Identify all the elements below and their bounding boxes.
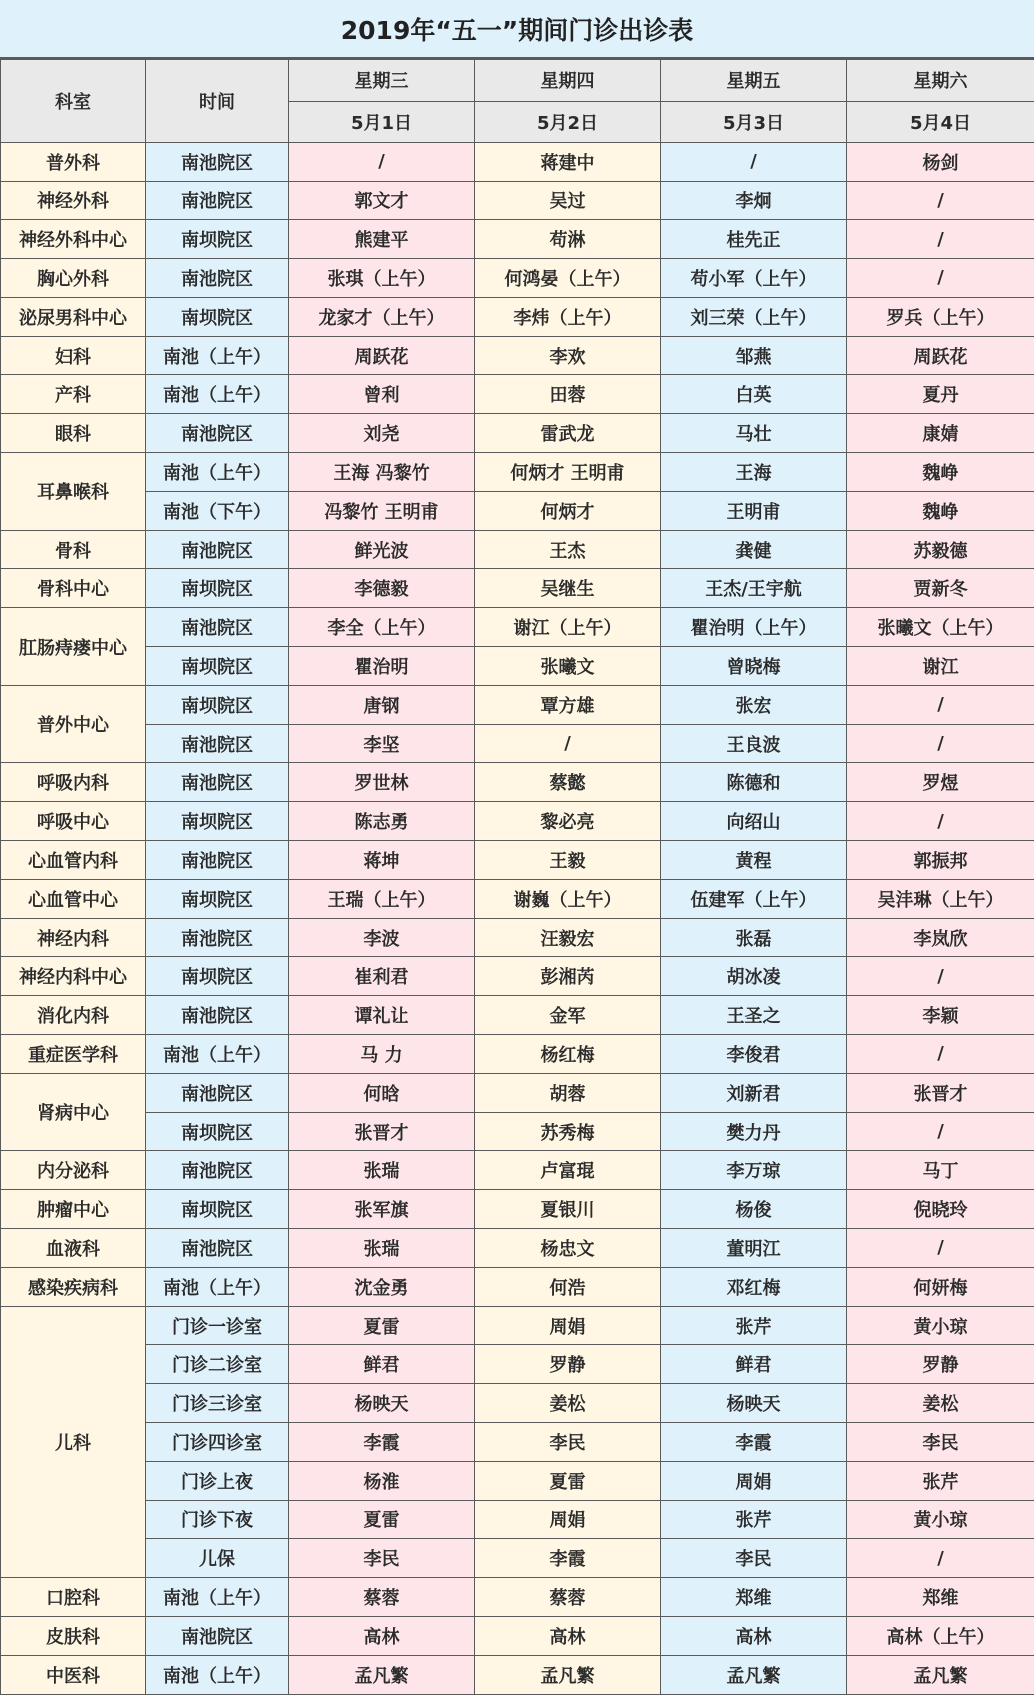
time-cell: 南池院区 [146,142,289,181]
doctor-cell: 黄程 [661,841,847,880]
doctor-cell: 高林 [289,1616,475,1655]
doctor-cell: 谢江（上午） [475,608,661,647]
doctor-cell: 曾利 [289,375,475,414]
doctor-cell: 邓红梅 [661,1267,847,1306]
doctor-cell: 夏银川 [475,1190,661,1229]
time-cell: 南坝院区 [146,647,289,686]
doctor-cell: 李炜（上午） [475,297,661,336]
table-row [1,996,1034,1035]
time-cell: 南池院区 [146,1151,289,1190]
dept-cell: 皮肤科 [1,1616,146,1655]
doctor-cell: 鲜光波 [289,530,475,569]
dept-cell: 肾病中心 [1,1073,146,1151]
time-cell: 南坝院区 [146,220,289,259]
table-row [1,491,1034,530]
table-row [1,1190,1034,1229]
doctor-cell: 唐钢 [289,685,475,724]
table-row [1,1655,1034,1694]
dept-cell: 呼吸中心 [1,802,146,841]
time-cell: 南池院区 [146,1073,289,1112]
dept-cell: 呼吸内科 [1,763,146,802]
doctor-cell: 刘三荣（上午） [661,297,847,336]
table-row [1,1112,1034,1151]
doctor-cell: 张曦文 [475,647,661,686]
doctor-cell: 魏峥 [847,491,1034,530]
doctor-cell: 王毅 [475,841,661,880]
doctor-cell: 李德毅 [289,569,475,608]
header-weekday: 星期六 [847,60,1034,102]
table-row [1,724,1034,763]
doctor-cell: 杨淮 [289,1461,475,1500]
doctor-cell: 王杰/王宇航 [661,569,847,608]
doctor-cell: 苏秀梅 [475,1112,661,1151]
doctor-cell: 田蓉 [475,375,661,414]
table-row [1,259,1034,298]
doctor-cell: / [847,1112,1034,1151]
doctor-cell: 张晋才 [847,1073,1034,1112]
doctor-cell: / [847,957,1034,996]
table-row [1,685,1034,724]
doctor-cell: / [847,685,1034,724]
doctor-cell: 罗静 [475,1345,661,1384]
doctor-cell: 孟凡繁 [289,1655,475,1694]
table-row [1,1539,1034,1578]
doctor-cell: 贾新冬 [847,569,1034,608]
doctor-cell: 刘新君 [661,1073,847,1112]
doctor-cell: / [289,142,475,181]
time-cell: 南池（上午） [146,1035,289,1074]
doctor-cell: 魏峥 [847,453,1034,492]
time-cell: 南坝院区 [146,1112,289,1151]
doctor-cell: 何妍梅 [847,1267,1034,1306]
table-row [1,414,1034,453]
table-row [1,220,1034,259]
dept-cell: 神经外科中心 [1,220,146,259]
doctor-cell: 李岚欣 [847,918,1034,957]
doctor-cell: 何鸿晏（上午） [475,259,661,298]
table-row [1,1578,1034,1617]
time-cell: 南池院区 [146,181,289,220]
doctor-cell: 李霞 [289,1423,475,1462]
doctor-cell: 蒋坤 [289,841,475,880]
dept-cell: 产科 [1,375,146,414]
doctor-cell: 李波 [289,918,475,957]
table-row [1,1500,1034,1539]
dept-cell: 重症医学科 [1,1035,146,1074]
doctor-cell: 杨俊 [661,1190,847,1229]
dept-cell: 妇科 [1,336,146,375]
doctor-cell: / [847,259,1034,298]
doctor-cell: 杨映天 [661,1384,847,1423]
dept-cell: 消化内科 [1,996,146,1035]
doctor-cell: 白英 [661,375,847,414]
dept-cell: 骨科中心 [1,569,146,608]
doctor-cell: 王明甫 [661,491,847,530]
doctor-cell: / [847,1035,1034,1074]
doctor-cell: 李民 [661,1539,847,1578]
doctor-cell: 郑维 [661,1578,847,1617]
doctor-cell: 何晗 [289,1073,475,1112]
doctor-cell: / [847,1229,1034,1268]
table-row [1,1345,1034,1384]
time-cell: 南池（上午） [146,336,289,375]
doctor-cell: 周娟 [475,1500,661,1539]
doctor-cell: 蔡懿 [475,763,661,802]
doctor-cell: / [847,1539,1034,1578]
header-weekday: 星期四 [475,60,661,102]
time-cell: 南池院区 [146,414,289,453]
table-row [1,957,1034,996]
table-row [1,1461,1034,1500]
doctor-cell: 罗煜 [847,763,1034,802]
doctor-cell: 王杰 [475,530,661,569]
time-cell: 儿保 [146,1539,289,1578]
header-date: 5月1日 [289,101,475,142]
dept-cell: 心血管内科 [1,841,146,880]
doctor-cell: 邹燕 [661,336,847,375]
doctor-cell: 高林 [661,1616,847,1655]
doctor-cell: 杨映天 [289,1384,475,1423]
time-cell: 南池院区 [146,763,289,802]
time-cell: 南池院区 [146,918,289,957]
dept-cell: 肛肠痔瘘中心 [1,608,146,686]
doctor-cell: 孟凡繁 [847,1655,1034,1694]
doctor-cell: / [847,220,1034,259]
doctor-cell: 郭文才 [289,181,475,220]
doctor-cell: 康婧 [847,414,1034,453]
doctor-cell: 高林（上午） [847,1616,1034,1655]
doctor-cell: 桂先正 [661,220,847,259]
doctor-cell: 姜松 [847,1384,1034,1423]
doctor-cell: 杨忠文 [475,1229,661,1268]
doctor-cell: / [847,802,1034,841]
doctor-cell: 刘尧 [289,414,475,453]
doctor-cell: 彭湘芮 [475,957,661,996]
doctor-cell: 何浩 [475,1267,661,1306]
time-cell: 南池院区 [146,608,289,647]
doctor-cell: 夏雷 [475,1461,661,1500]
doctor-cell: 李万琼 [661,1151,847,1190]
doctor-cell: 李霞 [661,1423,847,1462]
doctor-cell: 张军旗 [289,1190,475,1229]
doctor-cell: 鲜君 [661,1345,847,1384]
doctor-cell: 崔利君 [289,957,475,996]
doctor-cell: 夏雷 [289,1306,475,1345]
table-row [1,375,1034,414]
doctor-cell: 李民 [847,1423,1034,1462]
header-weekday: 星期三 [289,60,475,102]
doctor-cell: 苟小军（上午） [661,259,847,298]
dept-cell: 心血管中心 [1,879,146,918]
table-row [1,297,1034,336]
time-cell: 南坝院区 [146,685,289,724]
doctor-cell: / [661,142,847,181]
dept-cell: 口腔科 [1,1578,146,1617]
doctor-cell: 瞿治明 [289,647,475,686]
table-row [1,1384,1034,1423]
header-row-weekday [1,60,1034,102]
doctor-cell: 张磊 [661,918,847,957]
doctor-cell: 谢江 [847,647,1034,686]
time-cell: 南坝院区 [146,879,289,918]
time-cell: 门诊二诊室 [146,1345,289,1384]
table-row [1,1616,1034,1655]
doctor-cell: 蔡蓉 [475,1578,661,1617]
doctor-cell: / [847,181,1034,220]
doctor-cell: 龙家才（上午） [289,297,475,336]
dept-cell: 血液科 [1,1229,146,1268]
doctor-cell: 陈志勇 [289,802,475,841]
time-cell: 门诊下夜 [146,1500,289,1539]
dept-cell: 内分泌科 [1,1151,146,1190]
table-row [1,142,1034,181]
table-row [1,1035,1034,1074]
doctor-cell: 黄小琼 [847,1306,1034,1345]
table-row [1,569,1034,608]
time-cell: 南池（上午） [146,1267,289,1306]
doctor-cell: 卢富琨 [475,1151,661,1190]
dept-cell: 神经内科 [1,918,146,957]
doctor-cell: 胡蓉 [475,1073,661,1112]
doctor-cell: 黄小琼 [847,1500,1034,1539]
doctor-cell: 金军 [475,996,661,1035]
dept-cell: 胸心外科 [1,259,146,298]
doctor-cell: 胡冰凌 [661,957,847,996]
time-cell: 南坝院区 [146,569,289,608]
doctor-cell: 姜松 [475,1384,661,1423]
time-cell: 门诊一诊室 [146,1306,289,1345]
time-cell: 南坝院区 [146,1190,289,1229]
doctor-cell: 吴过 [475,181,661,220]
time-cell: 南坝院区 [146,297,289,336]
dept-cell: 感染疾病科 [1,1267,146,1306]
doctor-cell: / [475,724,661,763]
table-row [1,453,1034,492]
doctor-cell: 陈德和 [661,763,847,802]
table-row [1,530,1034,569]
doctor-cell: 樊力丹 [661,1112,847,1151]
table-row [1,1267,1034,1306]
dept-cell: 普外科 [1,142,146,181]
table-row [1,763,1034,802]
doctor-cell: 李俊君 [661,1035,847,1074]
doctor-cell: 李民 [475,1423,661,1462]
doctor-cell: 雷武龙 [475,414,661,453]
doctor-cell: 沈金勇 [289,1267,475,1306]
table-row [1,1229,1034,1268]
doctor-cell: 龚健 [661,530,847,569]
doctor-cell: 何炳才 [475,491,661,530]
table-row [1,1073,1034,1112]
time-cell: 门诊三诊室 [146,1384,289,1423]
doctor-cell: 蔡蓉 [289,1578,475,1617]
doctor-cell: 李颖 [847,996,1034,1035]
time-cell: 南池院区 [146,1229,289,1268]
time-cell: 南池（下午） [146,491,289,530]
doctor-cell: 张芹 [661,1306,847,1345]
doctor-cell: 杨剑 [847,142,1034,181]
time-cell: 南池院区 [146,259,289,298]
doctor-cell: 熊建平 [289,220,475,259]
doctor-cell: 张琪（上午） [289,259,475,298]
doctor-cell: 张晋才 [289,1112,475,1151]
doctor-cell: 李民 [289,1539,475,1578]
doctor-cell: 夏丹 [847,375,1034,414]
time-cell: 南池院区 [146,996,289,1035]
dept-cell: 泌尿男科中心 [1,297,146,336]
doctor-cell: 覃方雄 [475,685,661,724]
doctor-cell: 马丁 [847,1151,1034,1190]
doctor-cell: 苟淋 [475,220,661,259]
doctor-cell: 罗静 [847,1345,1034,1384]
doctor-cell: 李炯 [661,181,847,220]
time-cell: 南坝院区 [146,957,289,996]
doctor-cell: 孟凡繁 [661,1655,847,1694]
header-time: 时间 [146,60,289,143]
doctor-cell: 鲜君 [289,1345,475,1384]
doctor-cell: 瞿治明（上午） [661,608,847,647]
doctor-cell: 王瑞（上午） [289,879,475,918]
doctor-cell: 周跃花 [847,336,1034,375]
dept-cell: 中医科 [1,1655,146,1694]
doctor-cell: 张瑞 [289,1151,475,1190]
time-cell: 南池（上午） [146,1578,289,1617]
time-cell: 南池（上午） [146,375,289,414]
time-cell: 南池院区 [146,530,289,569]
table-row [1,1423,1034,1462]
table-row [1,879,1034,918]
time-cell: 南坝院区 [146,802,289,841]
time-cell: 门诊四诊室 [146,1423,289,1462]
doctor-cell: 罗兵（上午） [847,297,1034,336]
doctor-cell: 王海 冯黎竹 [289,453,475,492]
doctor-cell: 马壮 [661,414,847,453]
doctor-cell: 倪晓玲 [847,1190,1034,1229]
table-row [1,647,1034,686]
doctor-cell: 张宏 [661,685,847,724]
time-cell: 南池（上午） [146,1655,289,1694]
doctor-cell: 张芹 [847,1461,1034,1500]
time-cell: 南池院区 [146,841,289,880]
doctor-cell: 何炳才 王明甫 [475,453,661,492]
dept-cell: 神经外科 [1,181,146,220]
doctor-cell: 谭礼让 [289,996,475,1035]
table-row [1,1306,1034,1345]
doctor-cell: 董明江 [661,1229,847,1268]
dept-cell: 儿科 [1,1306,146,1578]
doctor-cell: 向绍山 [661,802,847,841]
doctor-cell: 曾晓梅 [661,647,847,686]
doctor-cell: 汪毅宏 [475,918,661,957]
doctor-cell: 苏毅德 [847,530,1034,569]
doctor-cell: 郭振邦 [847,841,1034,880]
table-row [1,608,1034,647]
header-date: 5月3日 [661,101,847,142]
time-cell: 门诊上夜 [146,1461,289,1500]
table-row [1,841,1034,880]
doctor-cell: 马 力 [289,1035,475,1074]
header-date: 5月2日 [475,101,661,142]
doctor-cell: 黎必亮 [475,802,661,841]
doctor-cell: 李霞 [475,1539,661,1578]
dept-cell: 眼科 [1,414,146,453]
doctor-cell: 冯黎竹 王明甫 [289,491,475,530]
doctor-cell: 李欢 [475,336,661,375]
doctor-cell: 郑维 [847,1578,1034,1617]
doctor-cell: 谢巍（上午） [475,879,661,918]
table-row [1,802,1034,841]
doctor-cell: 高林 [475,1616,661,1655]
dept-cell: 普外中心 [1,685,146,763]
dept-cell: 骨科 [1,530,146,569]
doctor-cell: 杨红梅 [475,1035,661,1074]
doctor-cell: 王圣之 [661,996,847,1035]
table-row [1,181,1034,220]
table-row [1,918,1034,957]
schedule-table [0,59,1034,1695]
doctor-cell: 李坚 [289,724,475,763]
doctor-cell: 孟凡繁 [475,1655,661,1694]
dept-cell: 耳鼻喉科 [1,453,146,531]
header-weekday: 星期五 [661,60,847,102]
time-cell: 南池院区 [146,1616,289,1655]
time-cell: 南池院区 [146,724,289,763]
doctor-cell: 伍建军（上午） [661,879,847,918]
doctor-cell: 吴继生 [475,569,661,608]
doctor-cell: 张曦文（上午） [847,608,1034,647]
doctor-cell: 吴沣琳（上午） [847,879,1034,918]
table-row [1,1151,1034,1190]
doctor-cell: 王良波 [661,724,847,763]
doctor-cell: 周跃花 [289,336,475,375]
doctor-cell: 罗世林 [289,763,475,802]
doctor-cell: 夏雷 [289,1500,475,1539]
dept-cell: 肿瘤中心 [1,1190,146,1229]
header-date: 5月4日 [847,101,1034,142]
doctor-cell: 周娟 [661,1461,847,1500]
doctor-cell: / [847,724,1034,763]
header-dept: 科室 [1,60,146,143]
doctor-cell: 周娟 [475,1306,661,1345]
doctor-cell: 李全（上午） [289,608,475,647]
doctor-cell: 张瑞 [289,1229,475,1268]
doctor-cell: 王海 [661,453,847,492]
doctor-cell: 张芹 [661,1500,847,1539]
table-row [1,336,1034,375]
page-title: 2019年“五一”期间门诊出诊表 [0,0,1034,59]
time-cell: 南池（上午） [146,453,289,492]
dept-cell: 神经内科中心 [1,957,146,996]
doctor-cell: 蒋建中 [475,142,661,181]
